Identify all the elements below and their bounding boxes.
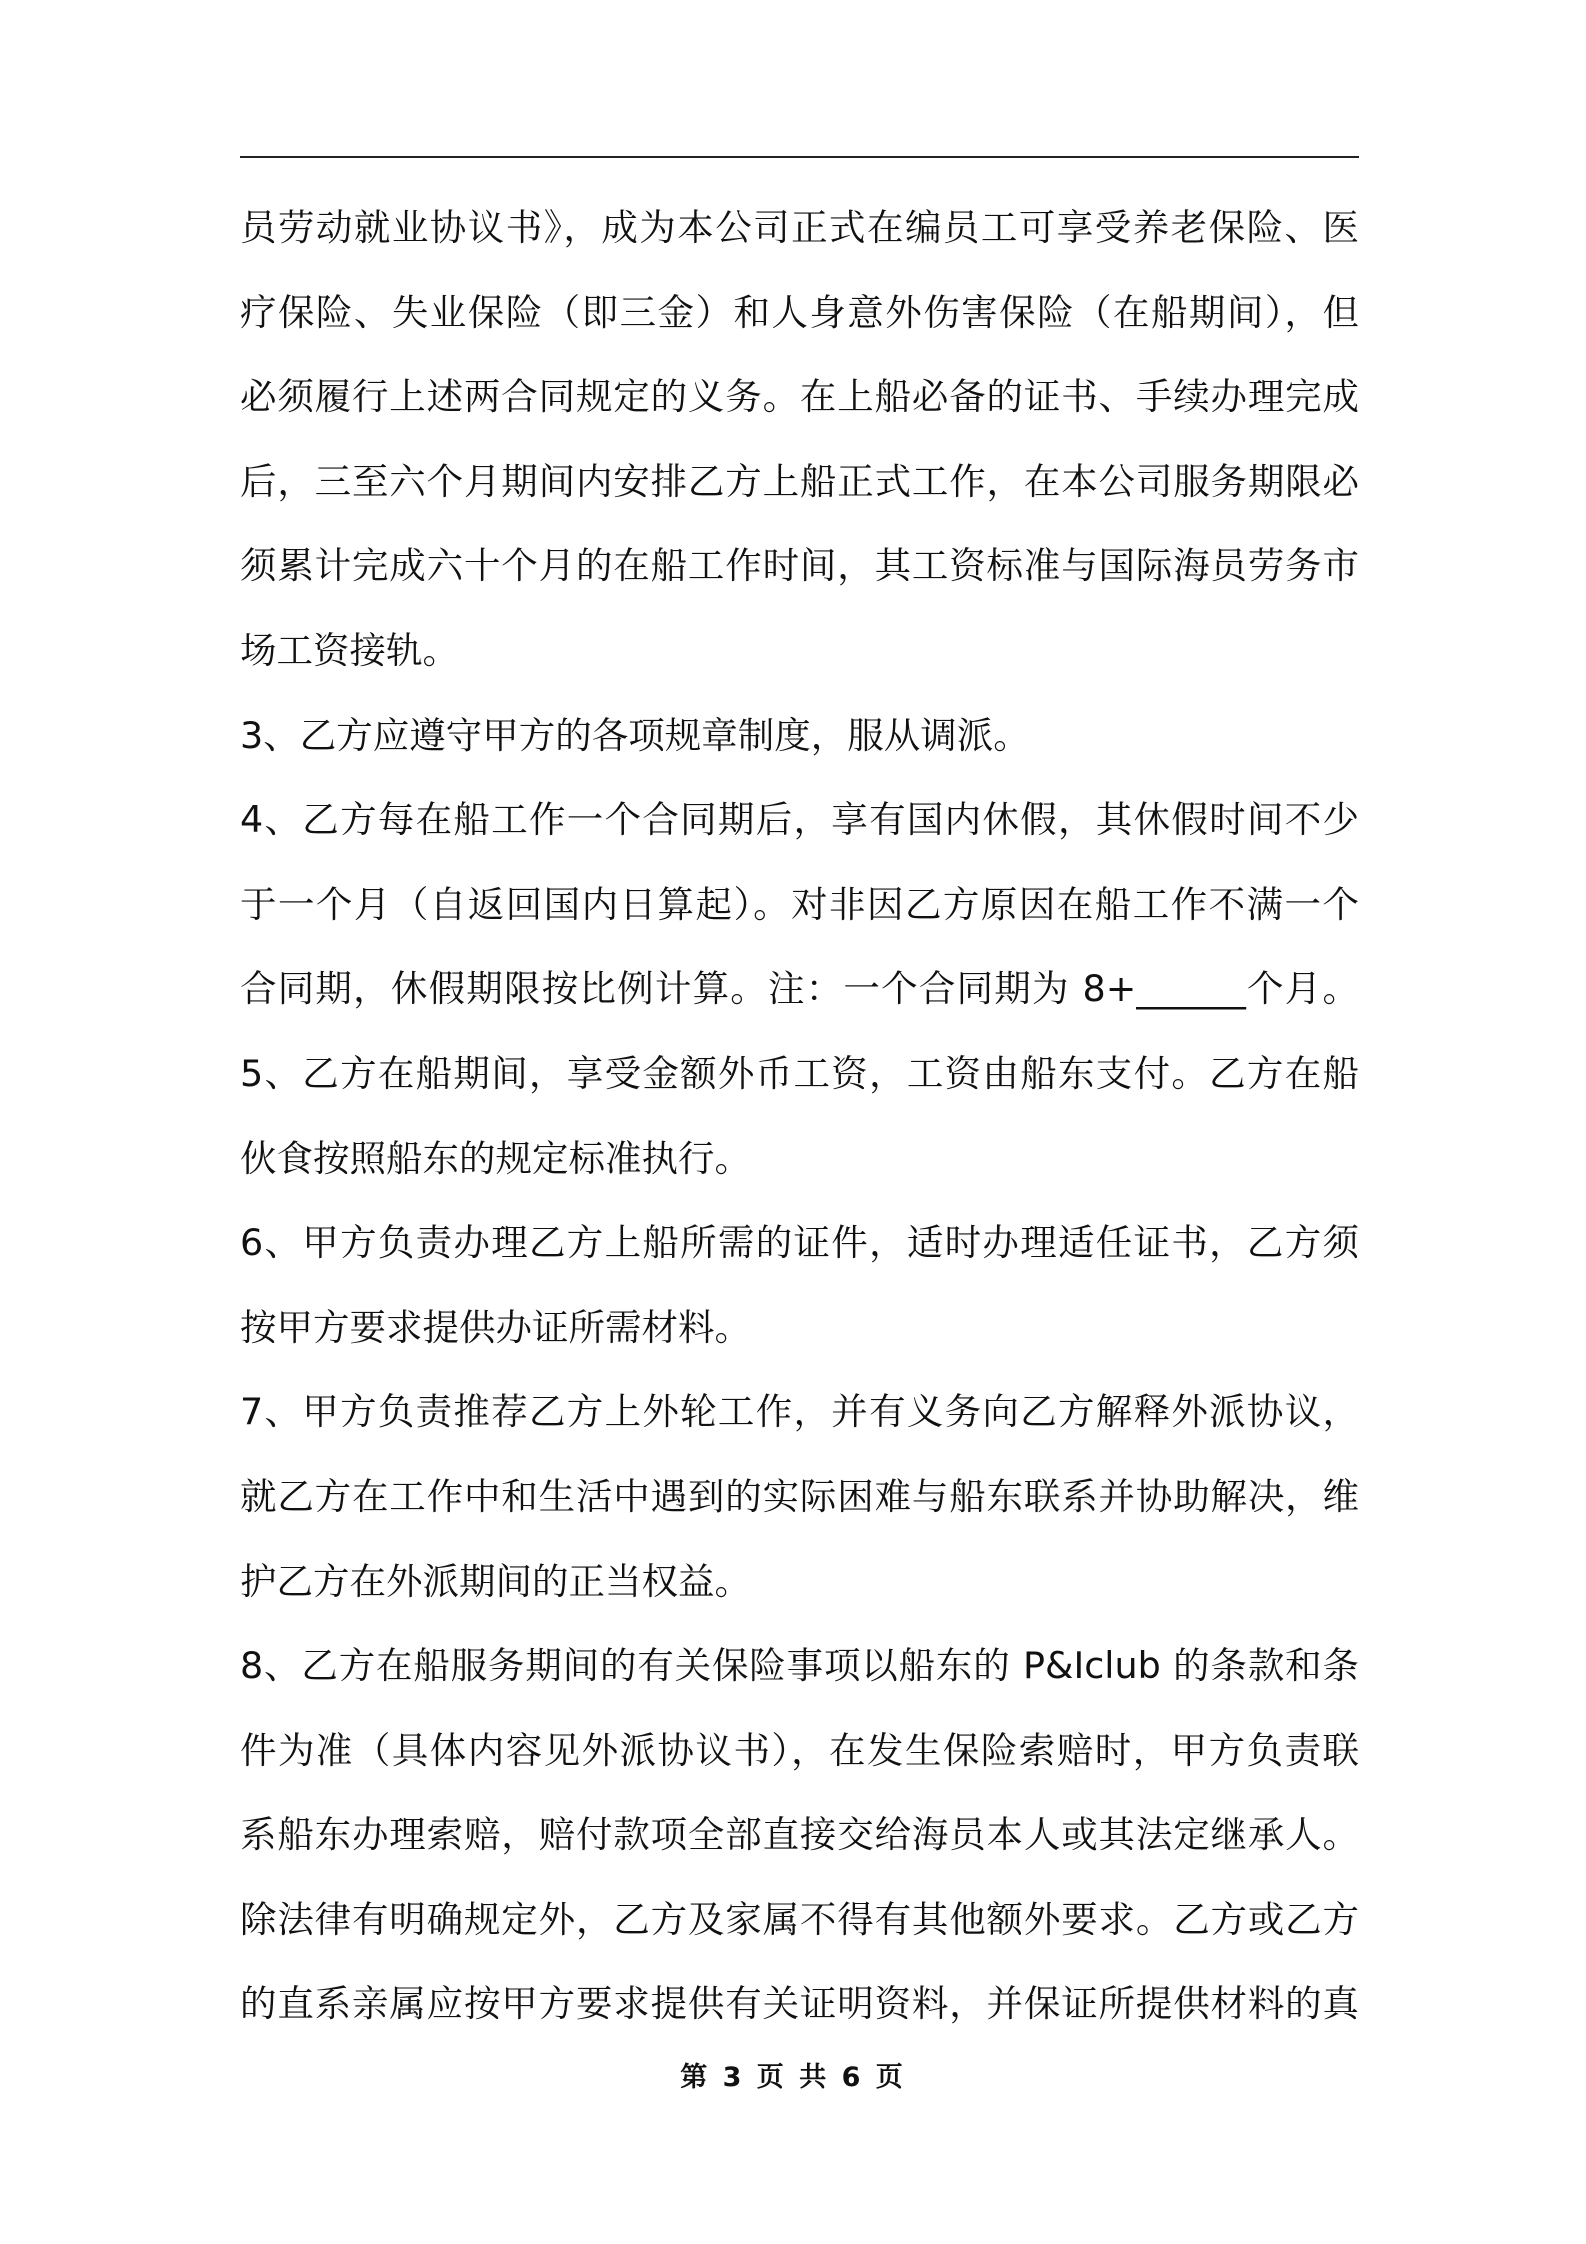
- text-line: 伙食按照船东的规定标准执行。: [240, 1136, 751, 1180]
- header-divider: [240, 156, 1359, 158]
- text-line: 件为准（具体内容见外派协议书），在发生保险索赔时，甲方负责联: [240, 1728, 1359, 1772]
- text-line: 除法律有明确规定外，乙方及家属不得有其他额外要求。乙方或乙方: [240, 1897, 1359, 1941]
- text-line: 系船东办理索赔，赔付款项全部直接交给海员本人或其法定继承人。: [240, 1813, 1359, 1857]
- text-line: 必须履行上述两合同规定的义务。在上船必备的证书、手续办理完成: [240, 375, 1359, 419]
- text-line: 场工资接轨。: [240, 628, 459, 672]
- text-line: 合同期，休假期限按比例计算。注：一个合同期为 8+______个月。: [240, 967, 1359, 1011]
- text-line: 3、乙方应遵守甲方的各项规章制度，服从调派。: [240, 713, 1030, 757]
- text-line: 员劳动就业协议书》，成为本公司正式在编员工可享受养老保险、医: [240, 206, 1359, 249]
- text-line: 就乙方在工作中和生活中遇到的实际困难与船东联系并协助解决，维: [240, 1474, 1359, 1518]
- text-line: 于一个月（自返回国内日算起）。对非因乙方原因在船工作不满一个: [240, 882, 1359, 926]
- text-line: 须累计完成六十个月的在船工作时间，其工资标准与国际海员劳务市: [240, 544, 1359, 588]
- text-line: 护乙方在外派期间的正当权益。: [240, 1559, 751, 1603]
- text-line: 的直系亲属应按甲方要求提供有关证明资料，并保证所提供材料的真: [240, 1982, 1359, 2026]
- text-line: 后，三至六个月期间内安排乙方上船正式工作，在本公司服务期限必: [240, 459, 1359, 503]
- text-line: 按甲方要求提供办证所需材料。: [240, 1305, 751, 1349]
- text-line: 疗保险、失业保险（即三金）和人身意外伤害保险（在船期间），但: [240, 290, 1359, 334]
- page-number-footer: 第 3 页 共 6 页: [680, 2062, 906, 2093]
- document-body: [240, 186, 1359, 2047]
- text-line: 5、乙方在船期间，享受金额外币工资，工资由船东支付。乙方在船: [240, 1051, 1359, 1095]
- text-line: 8、乙方在船服务期间的有关保险事项以船东的 P&Iclub 的条款和条: [240, 1644, 1359, 1688]
- text-line: 7、甲方负责推荐乙方上外轮工作，并有义务向乙方解释外派协议，: [240, 1390, 1359, 1434]
- text-line: 4、乙方每在船工作一个合同期后，享有国内休假，其休假时间不少: [240, 798, 1359, 842]
- text-line: 6、甲方负责办理乙方上船所需的证件，适时办理适任证书，乙方须: [240, 1221, 1359, 1265]
